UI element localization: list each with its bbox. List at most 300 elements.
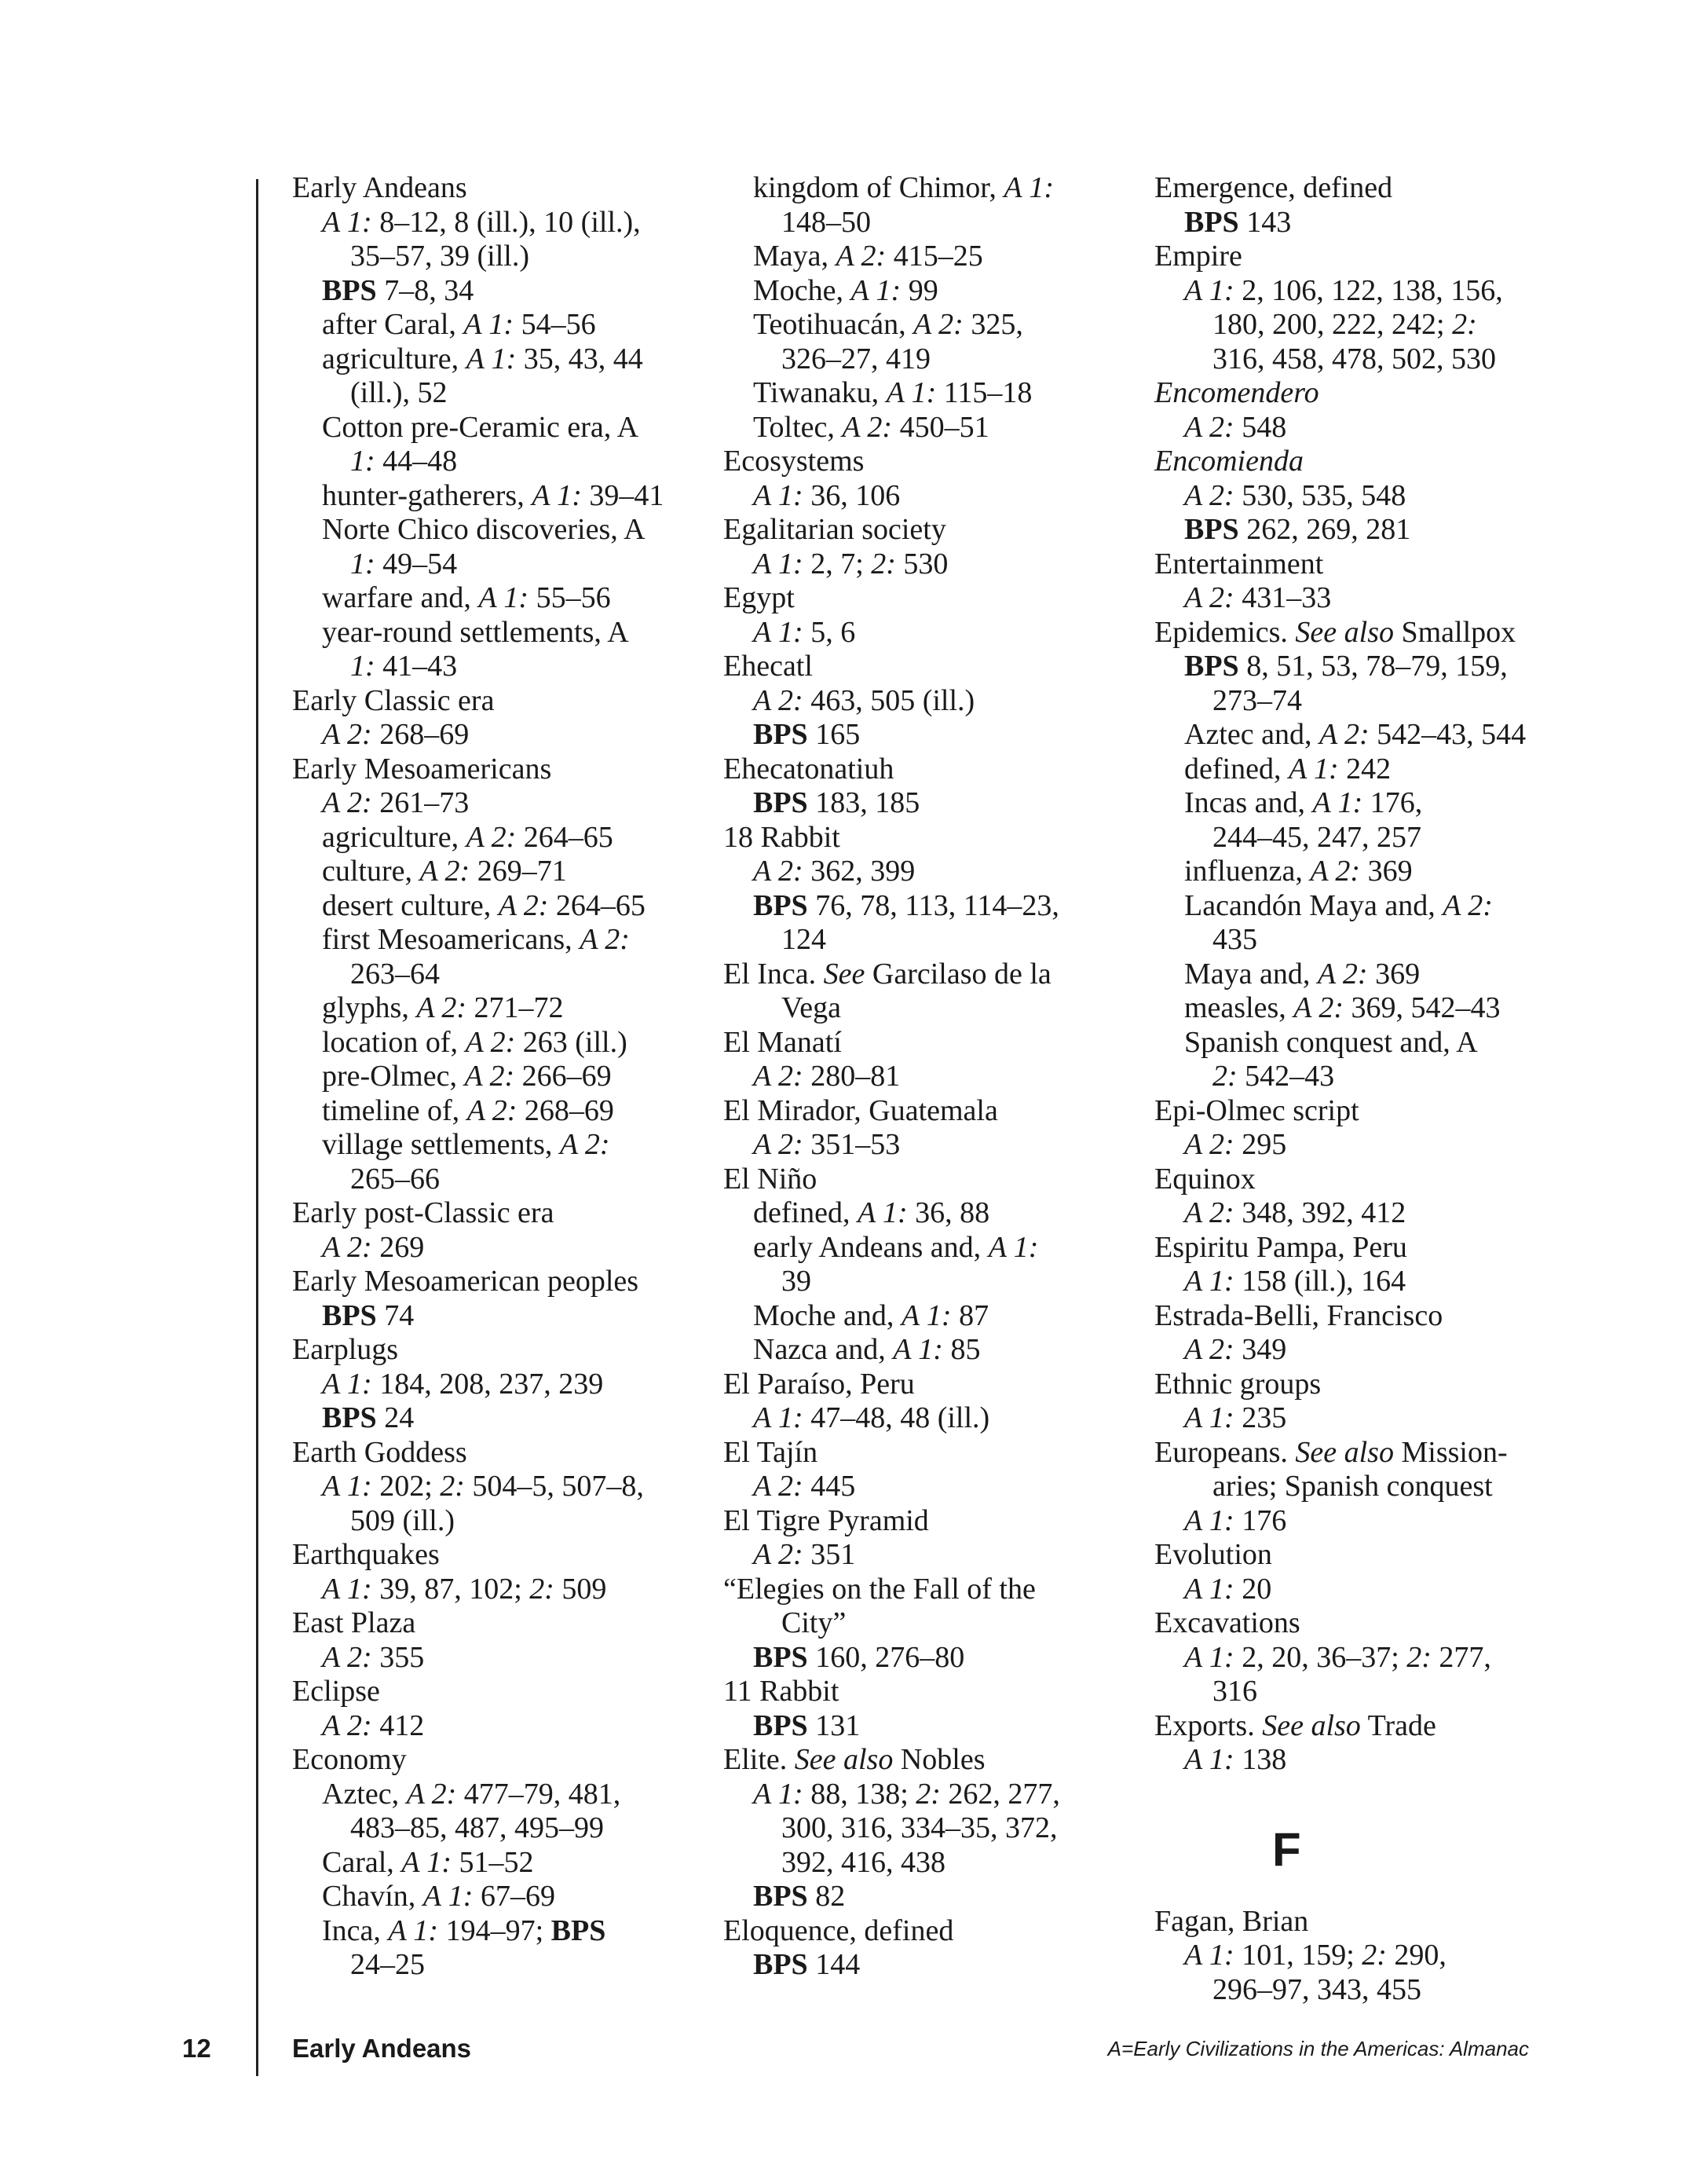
index-text: BPS: [322, 273, 377, 307]
index-text: 1:: [350, 547, 375, 580]
index-text: 51–52: [451, 1845, 534, 1879]
index-text: Exports.: [1154, 1708, 1263, 1742]
index-text: agriculture,: [322, 342, 466, 375]
index-line: [292, 753, 700, 787]
index-line: [292, 1094, 700, 1129]
index-text: A 2:: [322, 786, 372, 819]
index-text: 44–48: [375, 445, 458, 478]
index-text: measles,: [1184, 991, 1294, 1024]
index-text: Encomienda: [1154, 445, 1304, 478]
index-text: A 1:: [753, 615, 803, 649]
index-text: 2, 7;: [803, 547, 872, 580]
index-line: [1154, 1641, 1563, 1675]
index-line: [723, 1709, 1116, 1744]
index-text: A 1:: [1184, 273, 1234, 307]
index-text: Trade: [1360, 1708, 1436, 1742]
index-text: Early Classic era: [292, 683, 495, 717]
index-line: [292, 171, 700, 206]
index-line: [292, 1299, 700, 1334]
index-text: A 1:: [478, 581, 529, 614]
index-text: Mission-: [1393, 1435, 1508, 1469]
index-line: [292, 821, 700, 855]
index-text: 184, 208, 237, 239: [371, 1367, 604, 1401]
index-line: [1154, 1504, 1563, 1539]
index-text: 268–69: [517, 1093, 614, 1127]
index-text: year-round settlements, A: [322, 615, 629, 649]
index-text: 160, 276–80: [807, 1640, 965, 1674]
index-line: [1154, 650, 1563, 684]
index-line: [292, 718, 700, 753]
index-text: Norte Chico discoveries, A: [322, 513, 646, 546]
index-text: BPS: [322, 1298, 377, 1332]
index-text: A 2:: [753, 683, 803, 717]
index-text: A 1:: [422, 1880, 474, 1913]
index-text: Early Andeans: [292, 171, 467, 204]
index-text: A 1:: [1004, 171, 1055, 204]
index-line: [723, 1094, 1116, 1129]
index-line: [292, 1231, 700, 1265]
index-text: A 1:: [1184, 1503, 1234, 1537]
index-text: BPS: [1184, 650, 1239, 683]
index-line: [292, 616, 700, 650]
index-text: 264–65: [516, 820, 613, 854]
index-line: [723, 1026, 1116, 1060]
index-line: [1154, 1299, 1563, 1334]
index-line: [723, 1743, 1116, 1778]
index-text: A 2:: [419, 855, 470, 888]
index-text: Aztec,: [322, 1777, 407, 1811]
index-text: A 1:: [893, 1333, 943, 1366]
index-line: [292, 1743, 700, 1778]
index-line: [292, 991, 700, 1026]
index-line: [723, 1811, 1116, 1846]
index-line: [1154, 1333, 1563, 1368]
index-text: 176: [1234, 1503, 1287, 1537]
index-line: [292, 1880, 700, 1914]
index-text: Europeans.: [1154, 1435, 1296, 1469]
index-text: Maya and,: [1184, 957, 1318, 991]
index-text: Nobles: [893, 1743, 986, 1776]
index-text: Maya,: [753, 240, 836, 273]
index-text: Fagan, Brian: [1154, 1904, 1309, 1938]
index-text: Evolution: [1154, 1538, 1272, 1571]
index-text: 355: [371, 1640, 425, 1674]
index-text: A 1:: [1312, 786, 1363, 819]
index-line: [723, 1470, 1116, 1504]
index-text: 477–79, 481,: [456, 1777, 621, 1811]
index-line: [292, 342, 700, 377]
index-text: 2, 106, 122, 138, 156,: [1234, 273, 1503, 307]
index-line: [723, 786, 1116, 821]
index-text: Elite.: [723, 1743, 795, 1776]
index-text: pre-Olmec,: [322, 1060, 465, 1093]
index-line: [1154, 1368, 1563, 1402]
index-text: A 2:: [1310, 855, 1361, 888]
index-text: 180, 200, 222, 242;: [1212, 308, 1453, 341]
index-text: A 2:: [466, 820, 517, 854]
index-text: Economy: [292, 1743, 407, 1776]
index-text: 431–33: [1234, 581, 1332, 614]
index-text: A 2:: [753, 1060, 803, 1093]
index-line: [723, 376, 1116, 411]
index-line: [292, 1060, 700, 1094]
index-line: [723, 1231, 1116, 1265]
index-text: 263 (ill.): [515, 1025, 627, 1059]
index-line: [723, 547, 1116, 582]
index-text: BPS: [753, 718, 808, 751]
index-line: [1154, 1939, 1563, 1973]
index-text: A 1:: [988, 1230, 1039, 1264]
index-text: 266–69: [514, 1060, 612, 1093]
index-text: See also: [1295, 615, 1394, 649]
index-text: 54–56: [514, 308, 596, 341]
index-line: [723, 1368, 1116, 1402]
index-line: [292, 1914, 700, 1949]
index-text: Earthquakes: [292, 1538, 440, 1571]
index-text: A 1:: [322, 1470, 372, 1503]
index-column-2: [723, 171, 1116, 1983]
index-text: 5, 6: [803, 615, 856, 649]
index-text: A 1:: [532, 478, 582, 512]
index-text: A 2:: [1184, 581, 1234, 614]
index-line: [723, 1846, 1116, 1881]
index-text: defined,: [1184, 752, 1289, 786]
index-text: Toltec,: [753, 410, 843, 444]
index-text: BPS: [322, 1401, 377, 1434]
index-line: [292, 445, 700, 479]
index-text: A 1:: [401, 1845, 452, 1879]
index-line: [1154, 274, 1563, 309]
index-text: Early Mesoamerican peoples: [292, 1265, 639, 1298]
index-line: [723, 616, 1116, 650]
index-text: El Niño: [723, 1162, 817, 1196]
index-text: Chavín,: [322, 1880, 423, 1913]
index-text: A 2:: [1318, 718, 1370, 751]
index-text: See also: [1295, 1435, 1394, 1469]
index-line: [723, 923, 1116, 958]
index-text: A 2:: [1443, 888, 1493, 922]
index-text: A 2:: [465, 1025, 516, 1059]
index-text: 271–72: [466, 991, 564, 1024]
index-line: [1154, 376, 1563, 411]
index-line: [292, 1026, 700, 1060]
index-line: [1154, 240, 1563, 274]
index-line: [723, 1573, 1116, 1607]
index-text: 463, 505 (ill.): [803, 683, 975, 717]
index-line: [723, 1606, 1116, 1641]
index-text: 183, 185: [807, 786, 920, 819]
index-text: early Andeans and,: [753, 1230, 989, 1264]
index-text: East Plaza: [292, 1606, 416, 1639]
index-text: Equinox: [1154, 1162, 1256, 1196]
index-text: Moche and,: [753, 1298, 902, 1332]
index-text: BPS: [1184, 205, 1239, 239]
index-line: [1154, 821, 1563, 855]
index-text: Ehecatonatiuh: [723, 752, 894, 786]
index-text: after Caral,: [322, 308, 464, 341]
index-text: 8–12, 8 (ill.), 10 (ill.),: [371, 205, 641, 239]
index-line: [723, 1948, 1116, 1983]
letter-heading: F: [1272, 1822, 1301, 1876]
index-line: [292, 206, 700, 240]
index-line: [723, 445, 1116, 479]
index-text: Smallpox: [1393, 615, 1516, 649]
index-line: [723, 684, 1116, 719]
index-text: 39–41: [581, 478, 664, 512]
index-text: A 1:: [753, 1777, 803, 1811]
index-line: [292, 1846, 700, 1881]
index-line: [723, 274, 1116, 309]
index-text: 24–25: [350, 1948, 425, 1981]
index-text: Lacandón Maya and,: [1184, 888, 1443, 922]
index-line: [723, 1163, 1116, 1197]
index-text: 349: [1234, 1333, 1287, 1366]
index-text: Teotihuacán,: [753, 308, 914, 341]
index-text: Early post-Classic era: [292, 1196, 554, 1229]
index-text: A 2:: [322, 1708, 372, 1742]
index-line: [723, 1436, 1116, 1470]
index-line: [1154, 753, 1563, 787]
index-text: 76, 78, 113, 114–23,: [807, 888, 1059, 922]
index-text: 158 (ill.), 164: [1234, 1265, 1406, 1298]
index-text: Egypt: [723, 581, 795, 614]
index-text: A 2:: [1184, 1196, 1234, 1229]
index-line: [723, 650, 1116, 684]
index-text: 269: [371, 1230, 425, 1264]
index-line: [723, 411, 1116, 445]
index-text: 290,: [1386, 1939, 1446, 1972]
index-text: 148–50: [781, 205, 871, 239]
index-line: [1154, 1196, 1563, 1231]
index-text: location of,: [322, 1025, 466, 1059]
index-text: glyphs,: [322, 991, 417, 1024]
index-column-1: [292, 171, 700, 1983]
index-text: A 2:: [836, 240, 887, 273]
index-line: [1154, 1573, 1563, 1607]
index-text: 74: [376, 1298, 415, 1332]
index-text: A 1:: [850, 273, 902, 307]
index-line: [723, 1880, 1116, 1914]
index-text: A 2:: [913, 308, 964, 341]
index-text: A 1:: [753, 478, 803, 512]
index-text: Earth Goddess: [292, 1435, 467, 1469]
index-line: [292, 1811, 700, 1846]
index-text: 542–43: [1237, 1060, 1335, 1093]
index-text: desert culture,: [322, 888, 499, 922]
index-line: [723, 1675, 1116, 1709]
index-line: [1154, 308, 1563, 342]
index-text: 268–69: [371, 718, 470, 751]
index-text: warfare and,: [322, 581, 479, 614]
index-text: 392, 416, 438: [781, 1845, 945, 1879]
index-text: 2:: [529, 1572, 554, 1606]
index-text: BPS: [753, 1948, 808, 1981]
index-line: [292, 1128, 700, 1163]
index-text: 326–27, 419: [781, 342, 931, 375]
index-line: [1154, 889, 1563, 924]
index-line: [1154, 786, 1563, 821]
index-text: El Paraíso, Peru: [723, 1367, 915, 1401]
index-line: [1154, 479, 1563, 514]
index-text: Excavations: [1154, 1606, 1300, 1639]
index-text: A 2:: [498, 888, 549, 922]
index-text: A 2:: [1184, 478, 1234, 512]
index-text: Espiritu Pampa, Peru: [1154, 1230, 1407, 1264]
index-text: 39: [781, 1265, 811, 1298]
index-text: 11 Rabbit: [723, 1675, 839, 1708]
index-text: A 2:: [842, 410, 893, 444]
index-line: [723, 1333, 1116, 1368]
index-text: BPS: [1184, 513, 1239, 546]
index-text: 280–81: [803, 1060, 901, 1093]
index-text: Entertainment: [1154, 547, 1324, 580]
index-line: [1154, 342, 1563, 377]
index-line: [1154, 206, 1563, 240]
index-text: defined,: [753, 1196, 858, 1229]
index-text: Incas and,: [1184, 786, 1313, 819]
index-line: [292, 376, 700, 411]
index-text: A 1:: [1184, 1743, 1234, 1776]
index-text: 277,: [1431, 1640, 1491, 1674]
index-text: A 2:: [1184, 1333, 1234, 1366]
index-line: [292, 581, 700, 616]
index-text: A 2:: [1293, 991, 1344, 1024]
index-text: Aztec and,: [1184, 718, 1319, 751]
index-text: 124: [781, 923, 826, 956]
index-text: 131: [807, 1708, 861, 1742]
index-text: 509 (ill.): [350, 1503, 455, 1537]
index-text: Nazca and,: [753, 1333, 894, 1366]
index-text: Moche,: [753, 273, 851, 307]
index-line: [292, 411, 700, 445]
index-line: [723, 308, 1116, 342]
running-foot: A=Early Civilizations in the Americas: Almanac: [1107, 2037, 1529, 2060]
page-number: 12: [182, 2034, 211, 2063]
index-text: A 1:: [1184, 1572, 1234, 1606]
index-text: A 2:: [1184, 1128, 1234, 1161]
index-text: El Mirador, Guatemala: [723, 1093, 998, 1127]
index-text: 67–69: [473, 1880, 555, 1913]
index-line: [1154, 411, 1563, 445]
index-text: A 1:: [463, 308, 514, 341]
index-line: [292, 1265, 700, 1299]
index-text: BPS: [753, 888, 808, 922]
index-text: Garcilaso de la: [865, 957, 1051, 991]
index-text: 18 Rabbit: [723, 820, 840, 854]
index-text: 85: [942, 1333, 981, 1366]
index-text: A 2:: [1184, 410, 1234, 444]
index-text: 2, 20, 36–37;: [1234, 1640, 1407, 1674]
index-line: [723, 171, 1116, 206]
index-text: A 2:: [322, 1640, 372, 1674]
index-line: [292, 855, 700, 889]
index-line: [1154, 718, 1563, 753]
index-line: [1154, 684, 1563, 719]
index-line: [1154, 616, 1563, 650]
index-text: 2:: [1212, 1060, 1238, 1093]
index-text: 82: [807, 1880, 846, 1913]
index-text: BPS: [753, 1640, 808, 1674]
index-text: BPS: [753, 1880, 808, 1913]
index-text: Eloquence, defined: [723, 1913, 954, 1947]
index-text: Ecosystems: [723, 445, 865, 478]
index-line: [723, 479, 1116, 514]
index-line: [1154, 1470, 1563, 1504]
index-text: El Tajín: [723, 1435, 818, 1469]
index-text: 530: [895, 547, 949, 580]
index-line: [1154, 1265, 1563, 1299]
index-line: [723, 513, 1116, 547]
index-line: [292, 1401, 700, 1436]
index-text: A 1:: [322, 205, 372, 239]
index-line: [1154, 1606, 1563, 1641]
index-line: [723, 1401, 1116, 1436]
index-line: [292, 958, 700, 992]
index-text: 351: [803, 1538, 856, 1571]
index-text: 202;: [371, 1470, 441, 1503]
index-text: 450–51: [892, 410, 989, 444]
index-text: 7–8, 34: [376, 273, 474, 307]
index-text: A 1:: [1184, 1401, 1234, 1434]
index-line: [292, 1196, 700, 1231]
index-line: [292, 684, 700, 719]
index-line: [292, 274, 700, 309]
index-line: [1154, 1231, 1563, 1265]
index-line: [292, 1470, 700, 1504]
index-text: Eclipse: [292, 1675, 380, 1708]
running-head: Early Andeans: [292, 2034, 472, 2063]
index-line: [1154, 1128, 1563, 1163]
index-text: Spanish conquest and, A: [1184, 1025, 1478, 1059]
index-line: [723, 240, 1116, 274]
index-text: 316, 458, 478, 502, 530: [1212, 342, 1496, 375]
index-line: [1154, 1538, 1563, 1573]
index-text: 194–97;: [438, 1913, 551, 1947]
index-line: [1154, 1743, 1563, 1778]
index-line: [292, 1948, 700, 1983]
index-line: [292, 1641, 700, 1675]
index-line: [292, 1709, 700, 1744]
margin-rule: [256, 179, 258, 2076]
index-line: [292, 1504, 700, 1539]
index-line: [1154, 445, 1563, 479]
index-text: Emergence, defined: [1154, 171, 1393, 204]
index-text: A 1:: [886, 376, 937, 409]
index-text: 2:: [440, 1470, 465, 1503]
index-column-3-e-entries: [1154, 171, 1563, 1778]
index-text: Ethnic groups: [1154, 1367, 1322, 1401]
index-line: [1154, 1905, 1563, 1939]
index-text: 2:: [916, 1777, 941, 1811]
index-text: BPS: [550, 1913, 606, 1947]
index-line: [723, 958, 1116, 992]
index-text: Cotton pre-Ceramic era, A: [322, 410, 639, 444]
index-line: [292, 479, 700, 514]
index-line: [723, 991, 1116, 1026]
index-line: [1154, 581, 1563, 616]
index-text: Inca,: [322, 1913, 389, 1947]
index-line: [292, 1606, 700, 1641]
index-line: [723, 1641, 1116, 1675]
index-text: 35, 43, 44: [516, 342, 643, 375]
index-text: 369: [1367, 957, 1421, 991]
index-line: [723, 342, 1116, 377]
index-text: 412: [371, 1708, 425, 1742]
index-text: A 2:: [753, 855, 803, 888]
index-text: 263–64: [350, 957, 440, 991]
index-text: A 1:: [1184, 1265, 1234, 1298]
index-line: [723, 1128, 1116, 1163]
